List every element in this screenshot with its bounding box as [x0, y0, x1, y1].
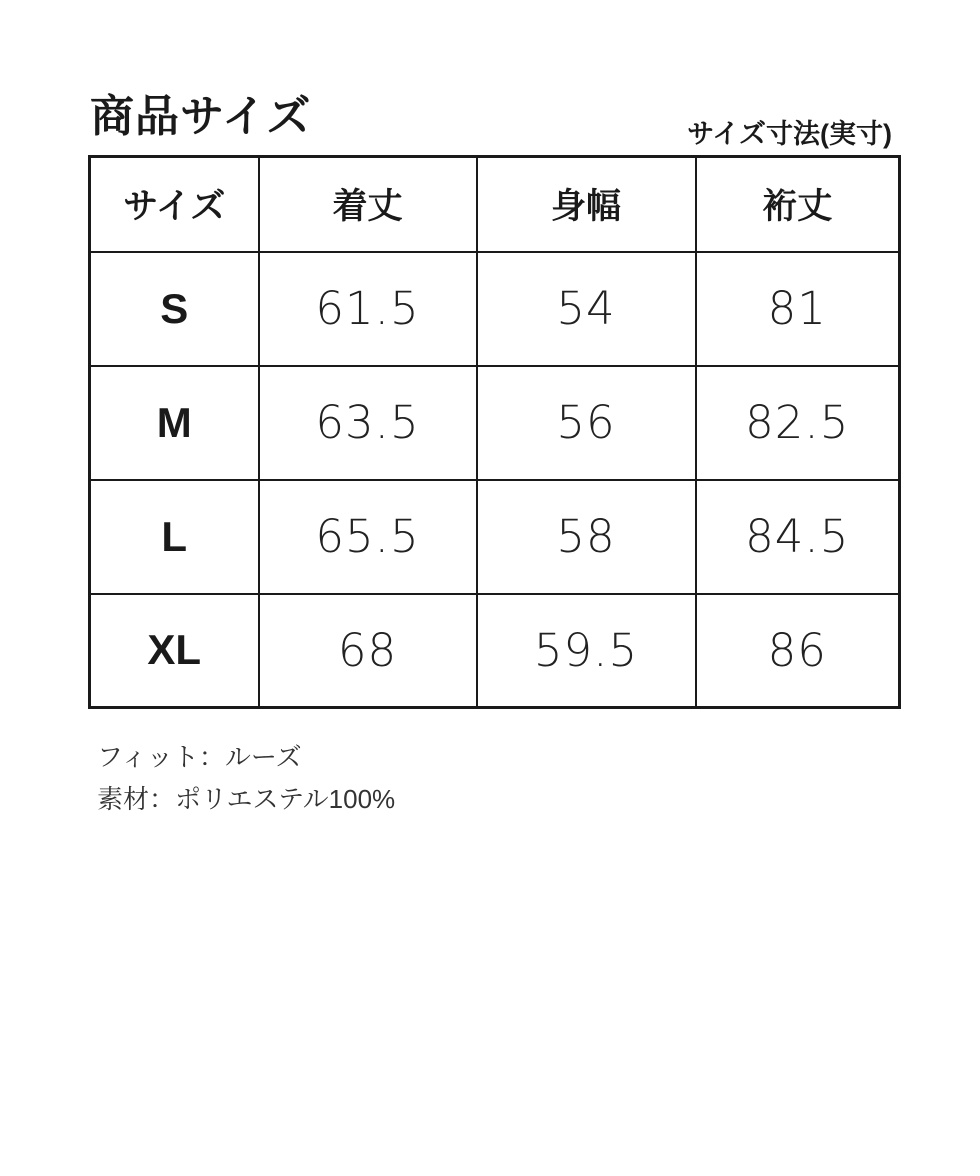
column-header-length: 着丈: [259, 157, 477, 252]
column-header-width: 身幅: [477, 157, 696, 252]
value-cell: 68: [259, 594, 477, 708]
table-row-m: [90, 366, 900, 480]
product-notes: [97, 736, 395, 820]
value-cell: 63.5: [259, 366, 477, 480]
value-cell: 54: [477, 252, 696, 366]
table-row-s: [90, 252, 900, 366]
table-header-row: [90, 157, 900, 252]
size-label: XL: [90, 594, 259, 708]
size-label: S: [90, 252, 259, 366]
value-cell: 65.5: [259, 480, 477, 594]
value-cell: 81: [696, 252, 900, 366]
value-cell: 58: [477, 480, 696, 594]
measurement-note: サイズ寸法(実寸): [687, 119, 892, 149]
material-note: 素材：ポリエステル100%: [97, 784, 396, 814]
column-header-sleeve: 裄丈: [696, 157, 900, 252]
value-cell: 56: [477, 366, 696, 480]
value-cell: 86: [696, 594, 900, 708]
value-cell: 84.5: [696, 480, 900, 594]
table-row-l: [90, 480, 900, 594]
fit-note: フィット：ルーズ: [97, 742, 302, 772]
value-cell: 82.5: [696, 366, 900, 480]
table-row-xl: [90, 594, 900, 708]
size-label: M: [90, 366, 259, 480]
value-cell: 61.5: [259, 252, 477, 366]
column-header-size: サイズ: [90, 157, 259, 252]
value-cell: 59.5: [477, 594, 696, 708]
page-title: 商品サイズ: [90, 92, 312, 141]
size-label: L: [90, 480, 259, 594]
size-table: [88, 155, 901, 709]
